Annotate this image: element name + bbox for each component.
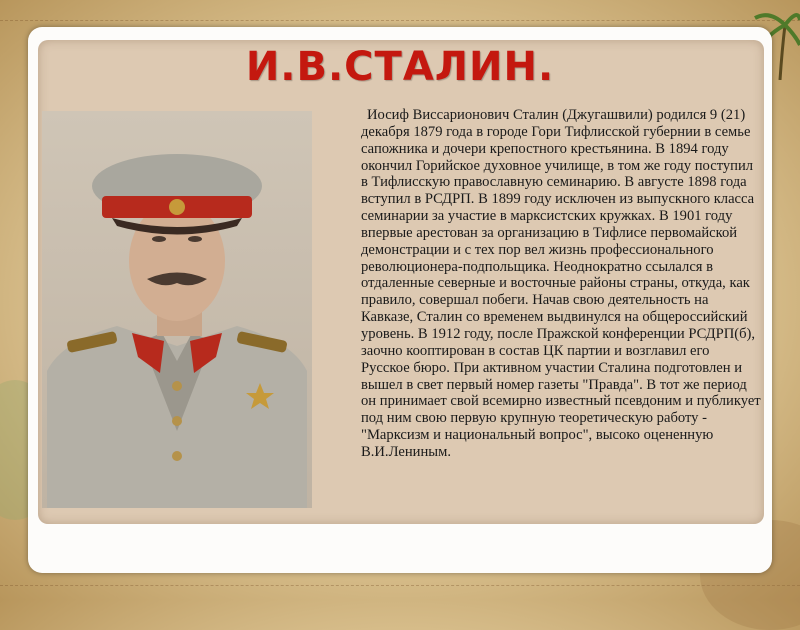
- map-grid-line: [0, 585, 800, 586]
- biography-paragraph: Иосиф Виссарионович Сталин (Джугашвили) родился 9 (21) декабря 1879 года в городе Гори Тифлисской губернии в семье сапожника и дочери крепостного крестьянина. В 1894 году окончил Горийское духовное училище, в том же году поступил в Тифлисскую православную семинарию. В августе 1898 года вступил в РСДРП. В 1899 году исключен из выпускного класса семинарии за участие в марксистских кружках. В 1901 году впервые арестован за организацию в Тифлисе первомайской демонстрации и с тех пор вел жизнь профессионального революционера-подпольщика. Неоднократно ссылался в отдаленные северные и восточные районы страны, откуда, как правило, совершал побеги. Начав свою деятельность на Кавказе, Сталин со временем выдвинулся на общероссийский уровень. В 1912 году, после Пражской конференции РСДРП(б), заочно кооптирован в состав ЦК партии и возглавил его Русское бюро. При активном участии Сталина подготовлен и вышел в свет первый номер газеты "Правда". В тот же период он принимает свой всемирно известный псевдоним и публикует под ним свою первую крупную теоретическую работу - "Марксизм и национальный вопрос", высоко оцененную В.И.Лениным.: [361, 107, 761, 460]
- portrait-photo-icon: [42, 111, 312, 508]
- slide-title: И.В.СТАЛИН.: [245, 44, 555, 90]
- biography-text: [361, 107, 761, 461]
- map-grid-line: [0, 20, 800, 21]
